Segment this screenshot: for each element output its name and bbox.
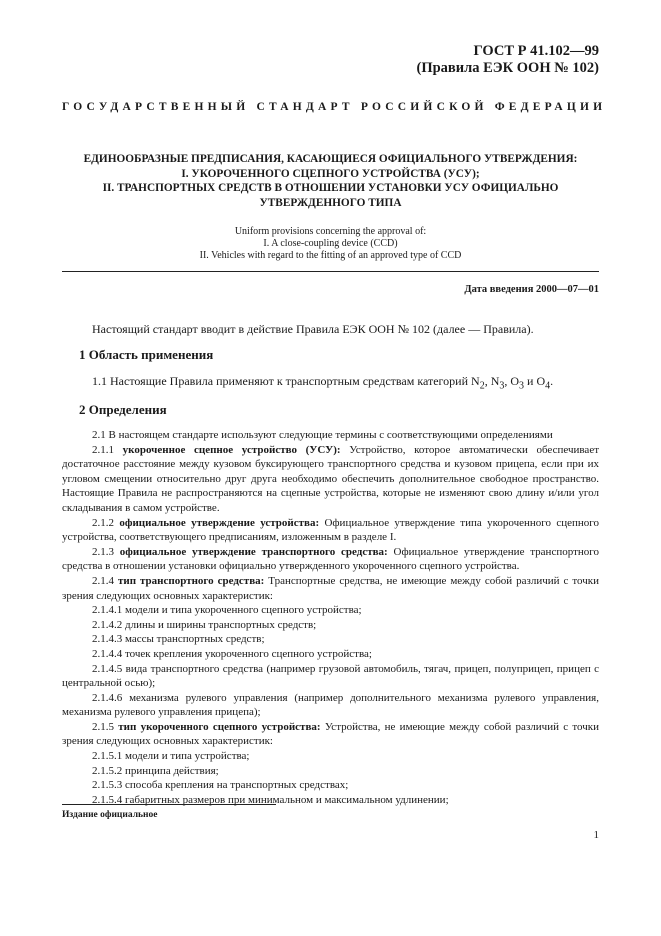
clause-number: 2.1.5 (92, 720, 114, 733)
effective-date: Дата введения 2000—07—01 (464, 284, 599, 295)
text-run: , O (504, 374, 520, 388)
clause-number: 2.1.3 (92, 545, 114, 558)
text-run: . (550, 374, 554, 388)
footer-divider (62, 804, 276, 805)
subscript: 4 (545, 380, 551, 392)
list-item: 2.1.4.5 вида транспортного средства (например грузовой автомобиль, тягач, прицеп, полуприцеп, прицеп с центральной осью); (62, 662, 599, 690)
intro-paragraph: Настоящий стандарт вводит в действие Правила ЕЭК ООН № 102 (далее — Правила). (92, 322, 534, 336)
document-title (62, 152, 599, 210)
subscript: 3 (499, 380, 505, 392)
title-line: II. ТРАНСПОРТНЫХ СРЕДСТВ В ОТНОШЕНИИ УСТАНОВКИ УСУ ОФИЦИАЛЬНО (102, 182, 559, 194)
title-line: I. УКОРОЧЕННОГО СЦЕПНОГО УСТРОЙСТВА (УСУ); (181, 167, 480, 180)
paragraph-2-1-4 (62, 574, 599, 603)
term: укороченное сцепное устройство (УСУ): (122, 443, 341, 456)
page-number: 1 (593, 829, 599, 841)
list-item: 2.1.4.2 длины и ширины транспортных средств; (92, 618, 317, 631)
paragraph-2-1: 2.1 В настоящем стандарте используют следующие термины с соответствующими определениями (92, 429, 553, 441)
gost-number: ГОСТ Р 41.102—99 (473, 43, 599, 59)
term: официальное утверждение устройства: (119, 516, 320, 529)
term: официальное утверждение транспортного средства: (119, 545, 388, 558)
definition: Официальное утверждение типа укороченного сцепного устройства, соответствующего предписаниям, изложенным в разделе I. (62, 516, 599, 544)
title-line: ЕДИНООБРАЗНЫЕ ПРЕДПИСАНИЯ, КАСАЮЩИЕСЯ ОФИЦИАЛЬНОГО УТВЕРЖДЕНИЯ: (83, 153, 578, 165)
clause-number: 2.1.1 (92, 443, 114, 456)
english-title-line: I. A close-coupling device (CCD) (263, 238, 398, 249)
definition: Транспортные средства, не имеющие между собой различий с точки зрения следующих основных характеристик: (62, 574, 600, 602)
subscript: 3 (519, 380, 525, 392)
text-run: 1.1 Настоящие Правила применяют к транспортным средствам категорий N (92, 374, 480, 388)
definition: Устройства, не имеющие между собой различий с точки зрения следующих основных характеристик: (62, 720, 600, 748)
english-title-line: II. Vehicles with regard to the fitting of an approved type of CCD (199, 250, 462, 261)
paragraph-2-1-5 (62, 720, 599, 749)
list-item: 2.1.5.4 габаритных размеров при минимальном и максимальном удлинении; (92, 793, 449, 806)
list-item: 2.1.5.2 принципа действия; (92, 764, 219, 777)
paragraph-2-1-3 (62, 545, 599, 574)
subscript: 2 (479, 380, 485, 392)
section-1-heading: 1 Область применения (79, 347, 214, 362)
header-divider (62, 271, 599, 272)
paragraph-2-1-1 (62, 443, 599, 516)
english-title (62, 226, 599, 262)
official-edition-note: Издание официальное (62, 810, 158, 820)
paragraph-2-1-2 (62, 516, 599, 545)
term: тип укороченного сцепного устройства: (118, 720, 321, 733)
text-run: и O (524, 374, 546, 388)
list-item: 2.1.4.6 механизма рулевого управления (например дополнительного механизма рулевого управления, механизма рулевого управления прицепа); (62, 691, 599, 719)
paragraph-1-1 (92, 374, 553, 391)
clause-number: 2.1.2 (92, 516, 114, 529)
definition: Официальное утверждение транспортного средства в отношении установки официально утвержденного укороченного сцепного устройства. (62, 545, 599, 573)
term: тип транспортного средства: (117, 574, 265, 587)
definition: Устройство, которое автоматически обеспечивает достаточное расстояние между кузовом буксирующего транспортного средства и кузовом прицепа, если при их угловом смещении относительно друг друга необходимо обеспечить дополнительное свободное пространство. Настоящие Правила не распространяются на сцепные устройства, которые не изменяют свою длину и/или угол складывания в самом устройстве. (62, 443, 600, 514)
rules-number: (Правила ЕЭК ООН № 102) (416, 60, 599, 76)
state-standard-banner: ГОСУДАРСТВЕННЫЙ СТАНДАРТ РОССИЙСКОЙ ФЕДЕРАЦИИ (62, 101, 607, 113)
list-item: 2.1.4.1 модели и типа укороченного сцепного устройства; (92, 604, 362, 617)
section-2-heading: 2 Определения (79, 402, 167, 417)
list-item: 2.1.4.4 точек крепления укороченного сцепного устройства; (92, 647, 372, 660)
english-title-line: Uniform provisions concerning the approval of: (234, 226, 427, 237)
list-item: 2.1.5.1 модели и типа устройства; (92, 750, 250, 763)
clause-number: 2.1.4 (92, 574, 114, 587)
text-run: , N (484, 374, 500, 388)
title-line: УТВЕРЖДЕННОГО ТИПА (259, 196, 402, 209)
list-item: 2.1.5.3 способа крепления на транспортных средствах; (92, 779, 349, 792)
document-header (417, 43, 600, 77)
list-item: 2.1.4.3 массы транспортных средств; (92, 633, 265, 646)
section-2-body (62, 428, 599, 807)
